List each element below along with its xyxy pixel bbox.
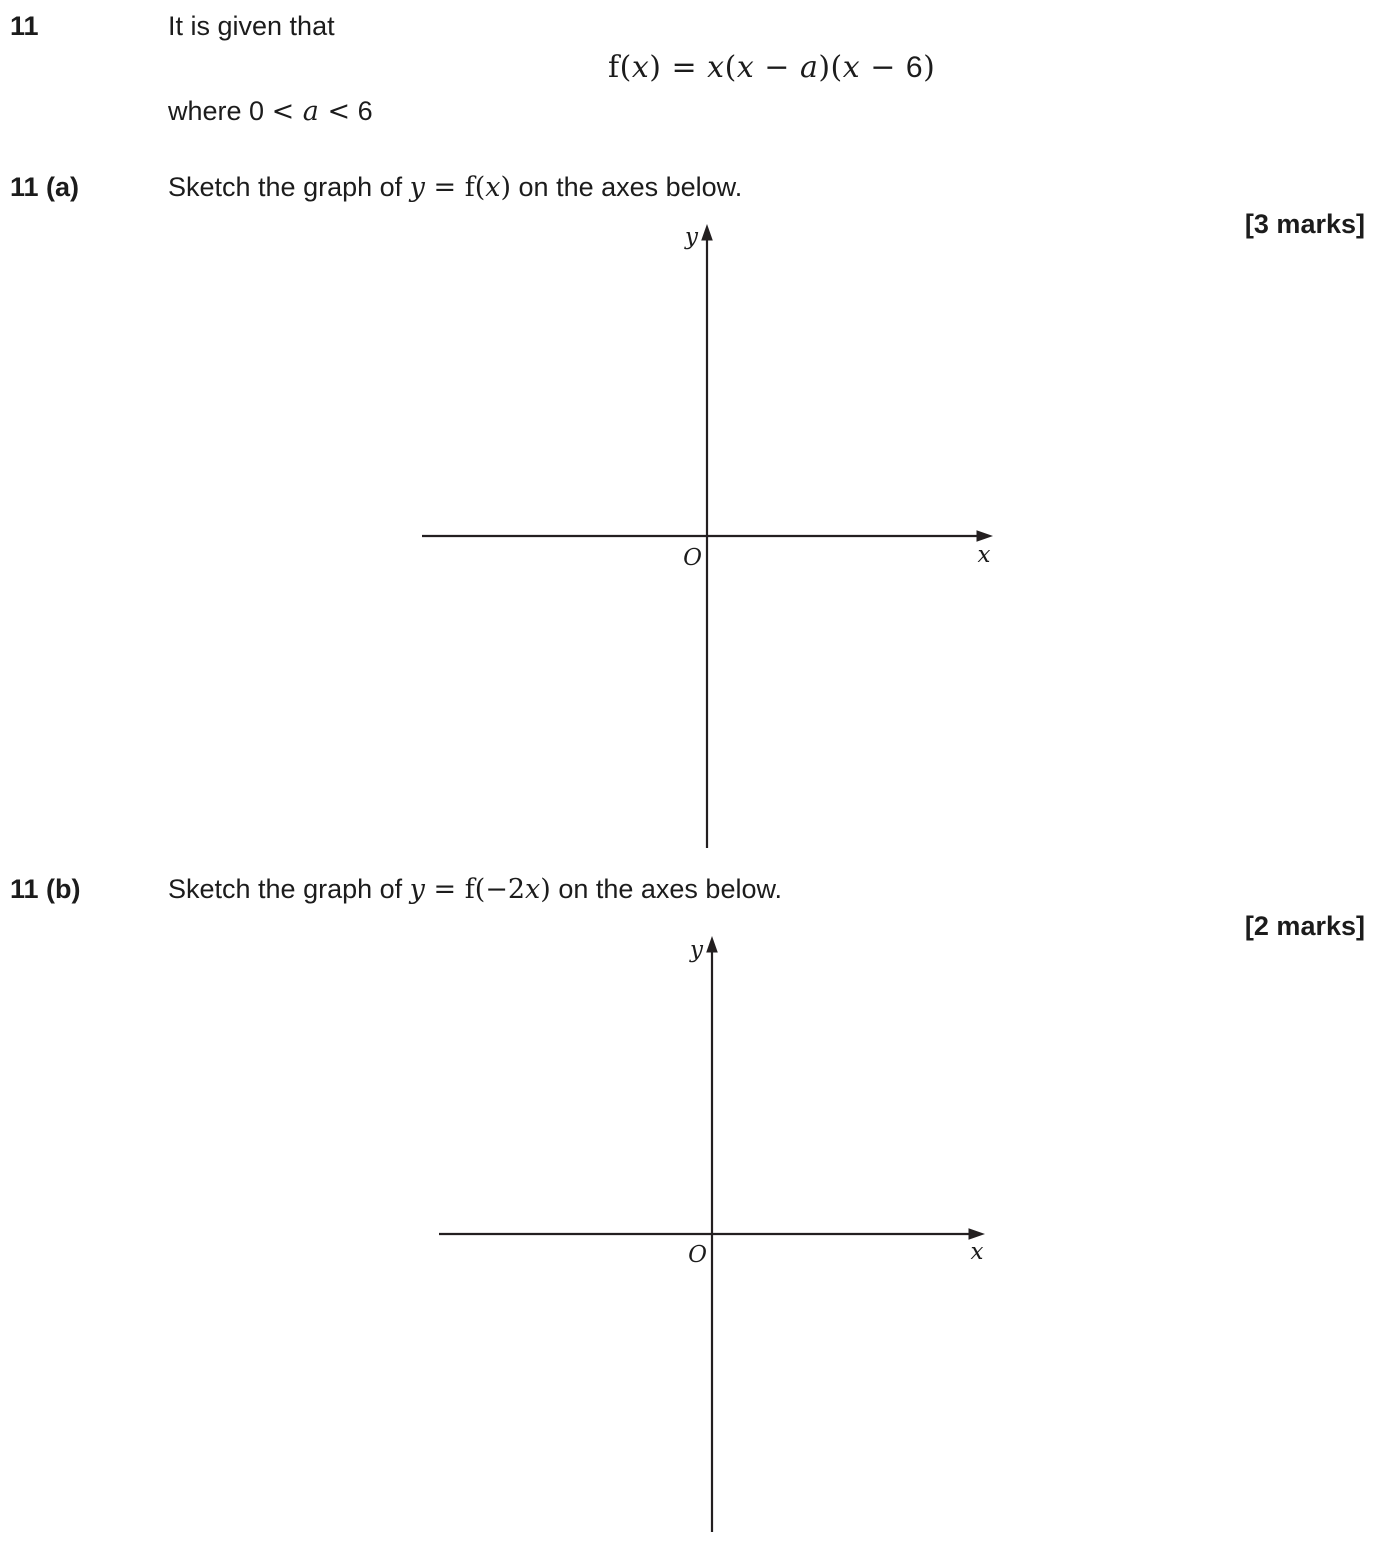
formula-part: x bbox=[842, 50, 861, 85]
part-a-origin-label: O bbox=[683, 545, 702, 571]
question-formula bbox=[608, 50, 935, 85]
formula-part: f bbox=[608, 50, 620, 85]
prompt-part: Sketch the graph of bbox=[168, 874, 410, 904]
formula-part: a bbox=[799, 50, 819, 85]
question-intro: It is given that bbox=[168, 11, 335, 41]
formula-part: − bbox=[860, 50, 906, 85]
constraint-part: < bbox=[271, 96, 295, 127]
formula-part: ( bbox=[724, 50, 737, 85]
part-b-number: 11 (b) bbox=[10, 874, 81, 904]
part-a-x-axis-arrowhead-icon bbox=[977, 530, 994, 542]
part-a-y-axis-arrowhead-icon bbox=[701, 224, 713, 241]
part-b-marks: [2 marks] bbox=[1244, 911, 1365, 941]
prompt-part: y bbox=[409, 172, 425, 203]
formula-part: ) = bbox=[649, 50, 708, 85]
part-b-y-axis-label: y bbox=[690, 937, 703, 963]
prompt-part: ) bbox=[540, 874, 551, 905]
formula-part: x bbox=[736, 50, 755, 85]
prompt-part: Sketch the graph of bbox=[168, 172, 410, 202]
part-a-marks: [3 marks] bbox=[1244, 209, 1365, 239]
prompt-part: = f( bbox=[424, 172, 486, 203]
formula-part: )( bbox=[818, 50, 843, 85]
prompt-part: y bbox=[409, 874, 425, 905]
constraint-part: where 0 bbox=[168, 96, 272, 126]
part-b-origin-label: O bbox=[688, 1242, 707, 1268]
question-number: 11 bbox=[10, 11, 39, 41]
prompt-part: x bbox=[485, 172, 501, 203]
prompt-part: x bbox=[525, 874, 541, 905]
prompt-part: on the axes below. bbox=[550, 874, 782, 904]
question-constraint bbox=[168, 96, 373, 127]
part-a-prompt bbox=[168, 172, 742, 203]
part-a-y-axis-label: y bbox=[685, 224, 698, 250]
formula-part: ) bbox=[923, 50, 936, 85]
formula-part: − bbox=[754, 50, 800, 85]
part-a-sketch-axes bbox=[405, 212, 1005, 857]
part-b-prompt bbox=[168, 874, 782, 905]
part-b-sketch-axes bbox=[420, 925, 1000, 1551]
constraint-part: a bbox=[294, 96, 328, 127]
formula-part: ( bbox=[619, 50, 632, 85]
formula-part: x bbox=[707, 50, 725, 85]
prompt-part: ) bbox=[500, 172, 512, 203]
formula-part: 6 bbox=[905, 51, 924, 84]
part-a-number: 11 (a) bbox=[10, 172, 80, 202]
part-b-y-axis-arrowhead-icon bbox=[706, 936, 718, 953]
prompt-part: = f(−2 bbox=[424, 874, 526, 905]
part-a-x-axis-label: x bbox=[977, 542, 991, 568]
prompt-part: on the axes below. bbox=[511, 172, 743, 202]
constraint-part: 6 bbox=[350, 96, 373, 126]
part-b-x-axis-label: x bbox=[970, 1239, 984, 1265]
constraint-part: < bbox=[327, 96, 351, 127]
formula-part: x bbox=[631, 50, 650, 85]
